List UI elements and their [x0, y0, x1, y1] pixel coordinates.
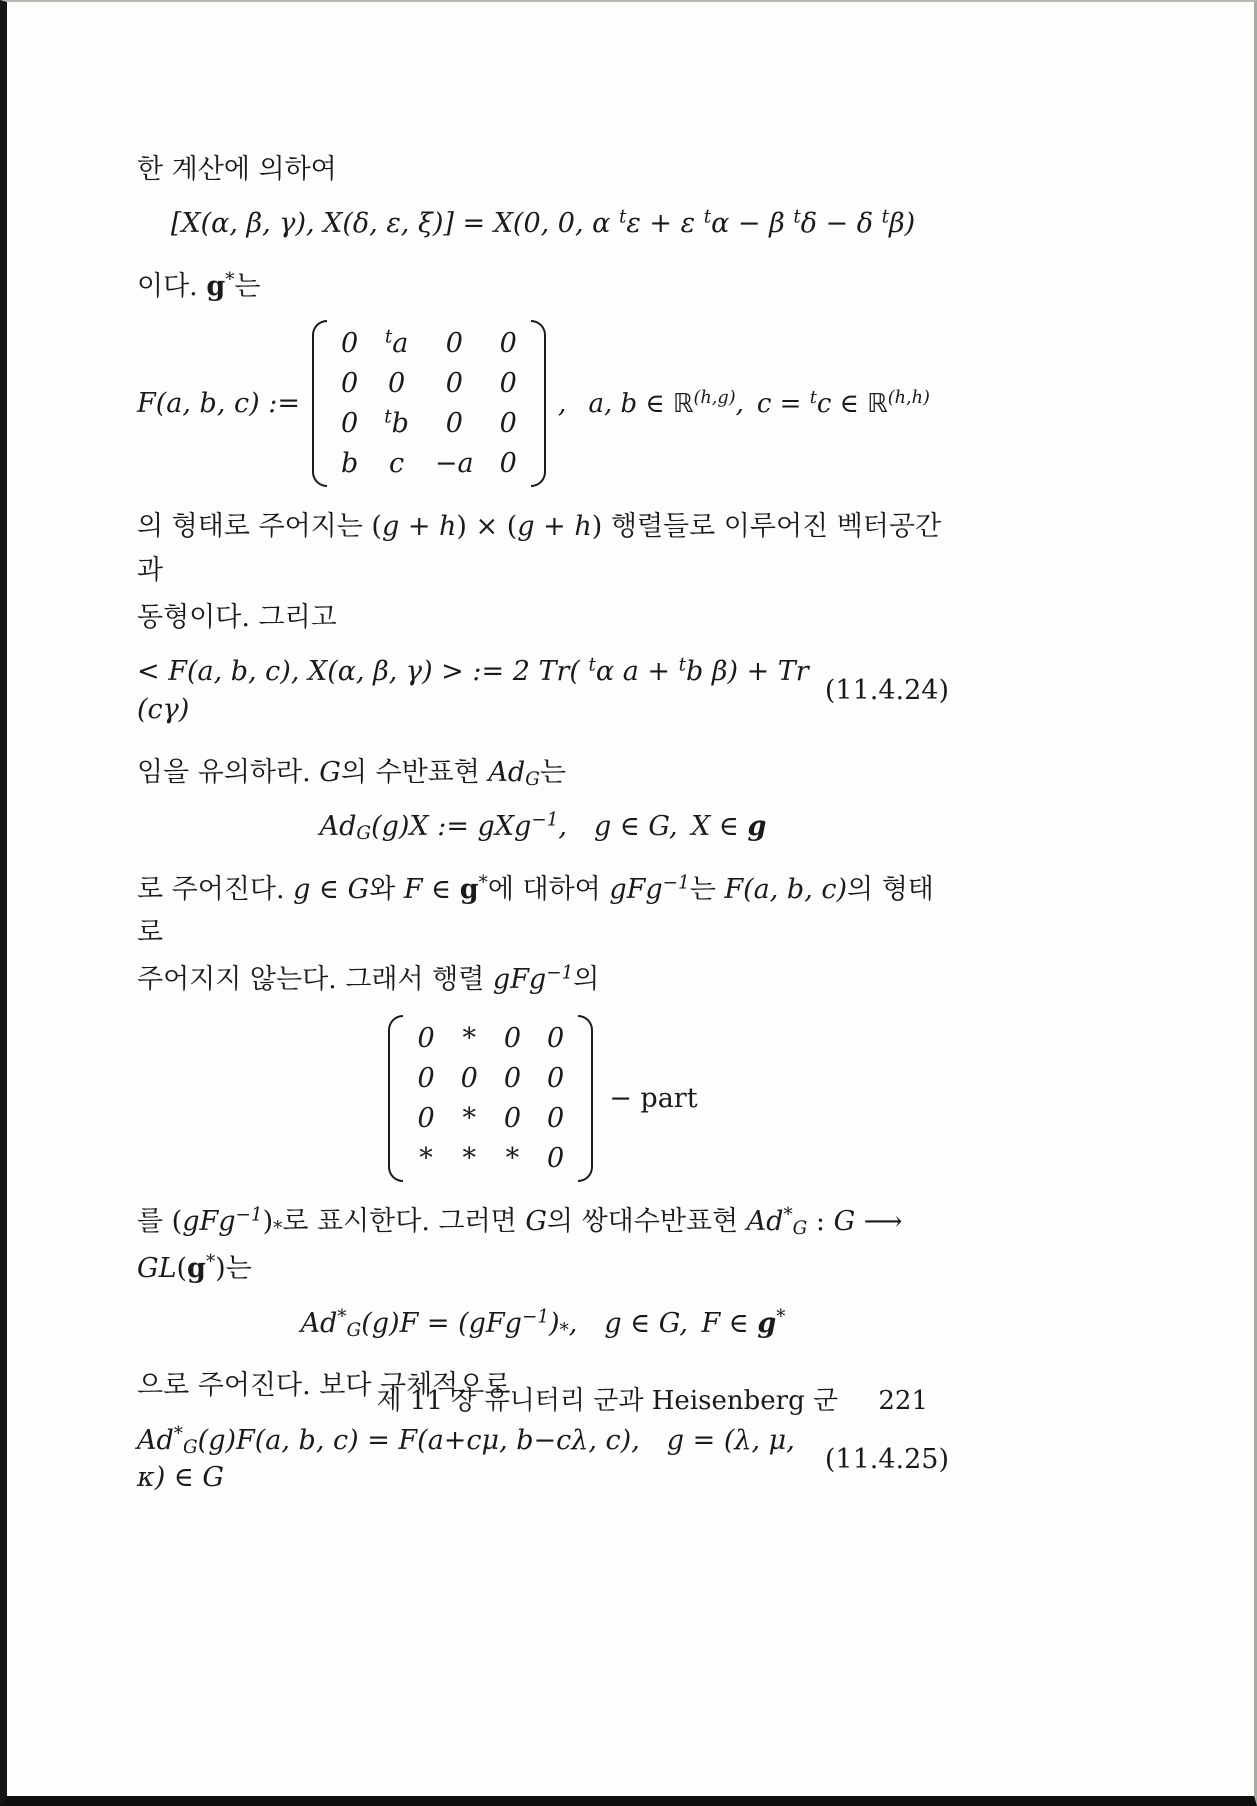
matrix-cell: 0 [445, 328, 463, 360]
left-paren-icon [388, 1015, 403, 1182]
matrix-cell: 0 [445, 408, 463, 440]
matrix-cell: 0 [417, 1103, 435, 1135]
matrix-comma: , [557, 387, 567, 419]
matrix-cell: * [419, 1143, 433, 1175]
matrix-cell: 0 [547, 1023, 565, 1055]
matrix-cell: 0 [499, 368, 517, 400]
matrix-cell: 0 [503, 1023, 522, 1055]
matrix-grid [403, 1015, 578, 1182]
matrix-cell: 0 [503, 1103, 522, 1135]
page-content [137, 148, 949, 1519]
matrix-cell: 0 [340, 328, 359, 360]
part-label: − part [609, 1082, 698, 1114]
equation-coadjoint: $Ad^*_G(g)F = (gFg^{-1})_*$, g ∈ G, F ∈ g* [300, 1306, 786, 1341]
matrix-cell: 0 [417, 1063, 435, 1095]
equation-coadjoint-formula-body: $Ad^*_G(g)F(a$, b, c) = F(a+cμ, b−cλ, c), g = (λ, μ, κ) ∈ G [137, 1423, 795, 1494]
matrix-cell: 0 [340, 368, 359, 400]
matrix-cell: 0 [547, 1143, 565, 1175]
matrix-cell: * [462, 1023, 476, 1055]
matrix-cell: 0 [417, 1023, 435, 1055]
paragraph-g-star: 이다. g*는 [137, 269, 261, 302]
matrix-star [388, 1015, 593, 1182]
equation-star-matrix [137, 1015, 949, 1182]
F-definition-condition: a, b ∈ ℝ$^{(h,g)}$, c = $^t$c ∈ ℝ$^{(h,h)}$ [588, 387, 930, 419]
matrix-cell: 0 [499, 408, 517, 440]
paragraph-vector-space-line2: 동형이다. 그리고 [137, 601, 337, 633]
matrix-cell: 0 [445, 368, 463, 400]
matrix-cell: 0 [547, 1063, 565, 1095]
right-paren-icon [531, 320, 546, 487]
equation-adjoint: $Ad_G(g)X$ := gXg$^{-1}$, g ∈ G, X ∈ g [319, 809, 767, 844]
equation-pairing [137, 653, 949, 729]
chapter-title: 제 11 장 유니터리 군과 Heisenberg 군 [376, 1386, 839, 1416]
matrix-grid [327, 320, 531, 487]
matrix-cell: * [505, 1143, 520, 1175]
matrix-cell: c [389, 448, 405, 480]
equation-bracket-relation: [X(α, β, γ), X(δ, ε, ξ)] = X(0, 0, α $^t$ε + ε $^t$α − β $^t$δ − δ $^t$β) [170, 206, 916, 240]
paragraph-adjoint-note: 임을 유의하라. G의 수반표현 $Ad_G$는 [137, 756, 566, 790]
F-definition-lhs: F(a, b, c) := [137, 387, 300, 419]
page-footer [376, 1380, 928, 1417]
paragraph-more-concretely: 으로 주어진다. 보다 구체적으로 [137, 1370, 511, 1402]
equation-F-definition [137, 320, 949, 487]
paragraph-intro: 한 계산에 의하여 [137, 154, 337, 185]
paragraph-vector-space-line1: 의 형태로 주어지는 (g + h) × (g + h) 행렬들로 이루어진 벡터공간과 [137, 511, 942, 586]
matrix-cell: 0 [499, 448, 517, 480]
equation-pairing-body: < F(a, b, c), X(α, β, γ) > := 2 Tr( $^t$α a + $^t$b β) + Tr (cγ) [137, 654, 809, 725]
matrix-cell: 0 [547, 1103, 565, 1135]
left-paren-icon [312, 320, 327, 487]
paragraph-denote-line2: GL(g*)는 [137, 1251, 252, 1285]
equation-coadjoint-formula [137, 1422, 949, 1498]
matrix-cell: * [462, 1103, 476, 1135]
equation-number: (11.4.24) [824, 674, 949, 706]
matrix-cell: 0 [460, 1063, 478, 1095]
paragraph-denote-line1: 를 $(gFg^{-1})_*$로 표시한다. 그러면 G의 쌍대수반표현 $Ad^*_G$ : G ⟶ [137, 1204, 903, 1240]
paragraph-given-line2: 주어지지 않는다. 그래서 행렬 gFg$^{-1}$의 [137, 962, 600, 995]
matrix-cell: b [340, 448, 359, 480]
matrix-cell: −a [434, 448, 474, 480]
matrix-cell: 0 [340, 408, 359, 440]
matrix-cell: 0 [503, 1063, 522, 1095]
page-number: 221 [878, 1386, 928, 1416]
right-paren-icon [578, 1015, 593, 1182]
matrix-cell: 0 [499, 328, 517, 360]
matrix-cell: * [462, 1143, 476, 1175]
matrix-cell: 0 [387, 368, 406, 400]
equation-number: (11.4.25) [824, 1443, 949, 1475]
matrix-cell: $^t$b [384, 406, 409, 440]
matrix-F [312, 320, 546, 487]
matrix-cell: $^t$a [384, 326, 409, 360]
paragraph-given-line1: 로 주어진다. g ∈ G와 F ∈ g*에 대하여 gFg$^{-1}$는 F(a, b, c)의 형태로 [137, 871, 934, 948]
